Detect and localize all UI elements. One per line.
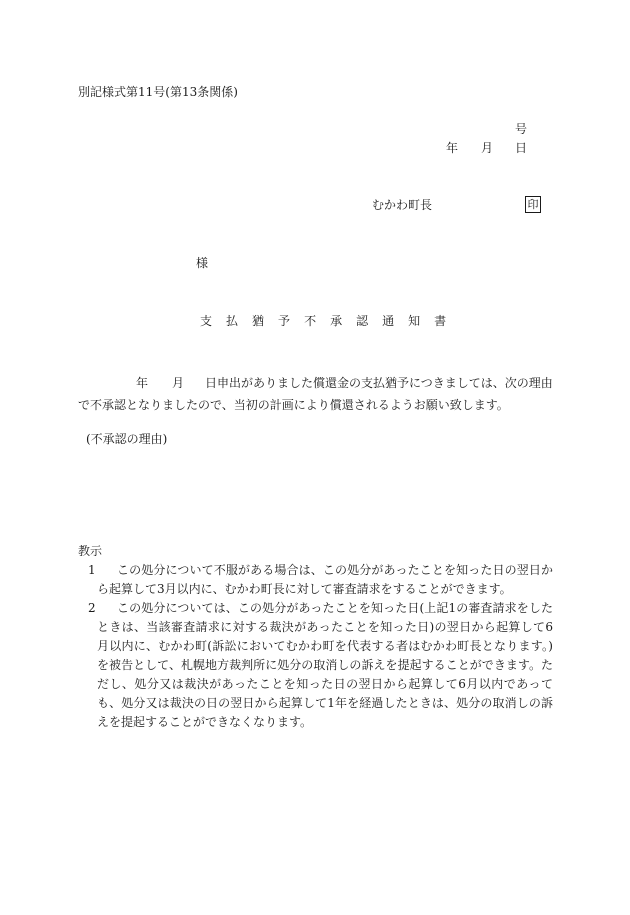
title-char: 通 — [382, 314, 395, 328]
seal-mark: 印 — [525, 196, 541, 213]
title-char: 認 — [356, 314, 369, 328]
title-char: 予 — [278, 314, 291, 328]
title-char: 払 — [226, 314, 239, 328]
addressee-suffix: 様 — [196, 256, 209, 270]
body-text-line-2: で不承認となりましたので、当初の計画により償還されるようお願い致します。 — [78, 398, 509, 412]
issuer-name: むかわ町長 — [372, 198, 433, 212]
instructions-section — [78, 542, 553, 732]
body-text-line-1: 日申出がありました償還金の支払猶予につきましては、次の理由 — [205, 376, 553, 390]
title-char: 不 — [304, 314, 317, 328]
instruction-number: 2 — [88, 601, 96, 615]
date-day-label: 日 — [515, 141, 528, 155]
title-char: 知 — [408, 314, 421, 328]
instruction-item — [78, 561, 553, 599]
title-char: 猶 — [252, 314, 265, 328]
instruction-text: この処分について不服がある場合は、この処分があったことを知った日の翌日から起算して3月以内に、むかわ町長に対して審査請求をすることができます。 — [97, 563, 553, 596]
instruction-text: この処分については、この処分があったことを知った日(上記1の審査請求をしたときは、当該審査請求に対する裁決があったことを知った日)の翌日から起算して6月以内に、むかわ町(訴訟においてむかわ町を代表する者はむかわ町長となります。)を被告として、札幌地方裁判所に処分の取消しの訴えを提起することができます。ただし、処分又は裁決があったことを知った日の翌日から起算して6月以内であっても、処分又は裁決の日の翌日から起算して1年を経過したときは、処分の取消しの訴えを提起することができなくなります。 — [97, 601, 553, 729]
body-month-label: 月 — [172, 376, 185, 390]
date-month-label: 月 — [481, 141, 494, 155]
reason-label: (不承認の理由) — [86, 432, 168, 446]
form-label: 別記様式第11号(第13条関係) — [78, 85, 238, 99]
body-year-label: 年 — [136, 376, 149, 390]
title-char: 書 — [434, 314, 447, 328]
document-number-label: 号 — [515, 122, 528, 136]
title-char: 支 — [200, 314, 213, 328]
title-char: 承 — [330, 314, 343, 328]
document-title — [200, 313, 446, 329]
instruction-item — [78, 599, 553, 732]
instruction-number: 1 — [88, 563, 96, 577]
instructions-heading: 教示 — [78, 544, 103, 558]
date-year-label: 年 — [446, 141, 459, 155]
